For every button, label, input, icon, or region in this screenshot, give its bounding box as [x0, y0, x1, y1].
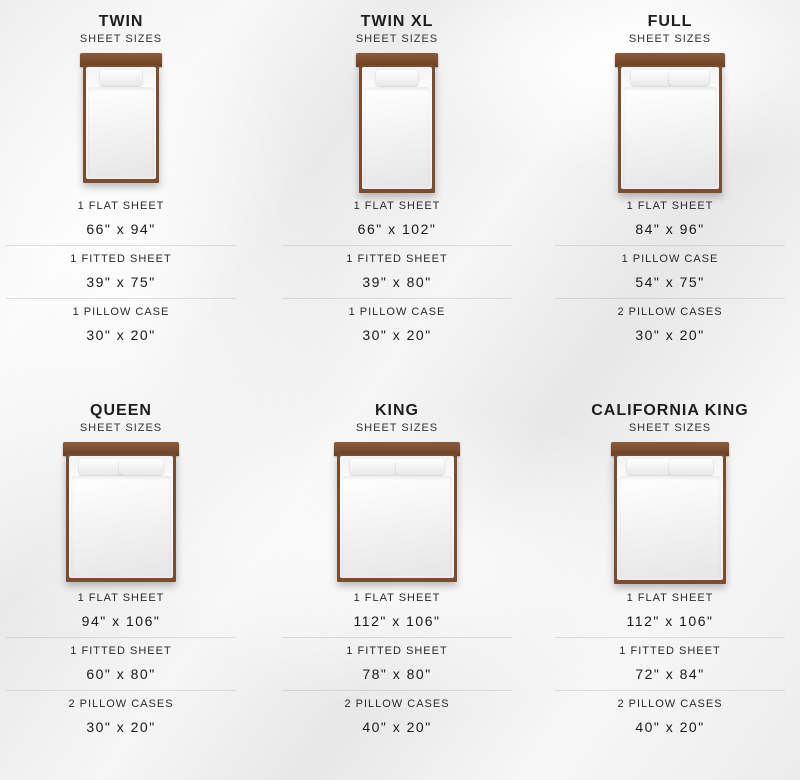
spec-list	[282, 585, 512, 743]
spec-item	[6, 585, 236, 637]
spec-item	[555, 245, 785, 298]
size-card-twin	[6, 12, 236, 351]
spec-item	[6, 690, 236, 743]
spec-size: 30" x 20"	[362, 327, 432, 343]
spec-list	[6, 193, 236, 351]
spec-item	[282, 245, 512, 298]
spec-item	[555, 637, 785, 690]
spec-list	[555, 585, 785, 743]
spec-item	[6, 637, 236, 690]
spec-label: 2 PILLOW CASES	[617, 306, 723, 318]
spec-label: 1 PILLOW CASE	[348, 306, 446, 318]
spec-item	[282, 690, 512, 743]
size-subtitle: SHEET SIZES	[79, 33, 163, 45]
spec-item	[555, 193, 785, 245]
spec-size: 72" x 84"	[635, 666, 705, 682]
spec-label: 1 FLAT SHEET	[77, 592, 165, 604]
size-card-twin-xl	[282, 12, 512, 351]
size-subtitle: SHEET SIZES	[355, 33, 439, 45]
spec-label: 2 PILLOW CASES	[617, 698, 723, 710]
spec-label: 2 PILLOW CASES	[344, 698, 450, 710]
spec-list	[282, 193, 512, 351]
size-subtitle: SHEET SIZES	[355, 422, 439, 434]
spec-size: 54" x 75"	[635, 274, 705, 290]
size-title: QUEEN	[90, 402, 152, 419]
spec-size: 78" x 80"	[362, 666, 432, 682]
size-title: KING	[375, 402, 419, 419]
spec-label: 1 FLAT SHEET	[353, 592, 441, 604]
bed-illustration	[356, 53, 438, 193]
bed-illustration	[334, 442, 460, 582]
spec-list	[6, 585, 236, 743]
pillow	[669, 70, 709, 86]
bed-illustration	[63, 442, 179, 582]
spec-label: 1 FLAT SHEET	[626, 592, 714, 604]
spec-size: 39" x 80"	[362, 274, 432, 290]
size-title: CALIFORNIA KING	[591, 402, 749, 419]
size-title: TWIN XL	[360, 13, 434, 30]
size-card-queen	[6, 401, 236, 743]
spec-list	[555, 193, 785, 351]
spec-item	[282, 298, 512, 351]
bed-illustration	[611, 442, 729, 584]
size-title: TWIN	[98, 13, 144, 30]
spec-item	[555, 690, 785, 743]
pillow	[631, 70, 671, 86]
spec-size: 40" x 20"	[635, 719, 705, 735]
spec-item	[6, 245, 236, 298]
size-title: FULL	[647, 13, 693, 30]
spec-item	[555, 585, 785, 637]
pillow	[376, 70, 418, 86]
spec-label: 1 FITTED SHEET	[346, 645, 448, 657]
spec-item	[555, 298, 785, 351]
spec-label: 1 FITTED SHEET	[70, 253, 172, 265]
spec-size: 30" x 20"	[635, 327, 705, 343]
spec-size: 112" x 106"	[353, 613, 441, 629]
spec-size: 112" x 106"	[626, 613, 714, 629]
spec-label: 1 FITTED SHEET	[619, 645, 721, 657]
pillow	[79, 459, 123, 475]
size-subtitle: SHEET SIZES	[628, 33, 712, 45]
spec-size: 30" x 20"	[86, 719, 156, 735]
spec-size: 30" x 20"	[86, 327, 156, 343]
size-card-california-king	[555, 401, 785, 743]
spec-item	[6, 298, 236, 351]
spec-label: 1 FLAT SHEET	[353, 200, 441, 212]
spec-item	[6, 193, 236, 245]
spec-label: 1 PILLOW CASE	[72, 306, 170, 318]
spec-label: 1 FLAT SHEET	[77, 200, 165, 212]
spec-label: 1 PILLOW CASE	[621, 253, 719, 265]
spec-size: 84" x 96"	[635, 221, 705, 237]
pillow	[100, 70, 142, 86]
spec-label: 2 PILLOW CASES	[68, 698, 174, 710]
spec-label: 1 FITTED SHEET	[70, 645, 172, 657]
spec-size: 60" x 80"	[86, 666, 156, 682]
pillow	[627, 459, 671, 475]
size-subtitle: SHEET SIZES	[628, 422, 712, 434]
bed-illustration	[615, 53, 725, 193]
bed-illustration	[80, 53, 162, 183]
pillow	[396, 459, 444, 475]
pillow	[669, 459, 713, 475]
pillow	[119, 459, 163, 475]
pillow	[350, 459, 398, 475]
spec-size: 66" x 102"	[357, 221, 437, 237]
size-card-full	[555, 12, 785, 351]
size-subtitle: SHEET SIZES	[79, 422, 163, 434]
spec-size: 39" x 75"	[86, 274, 156, 290]
spec-item	[282, 193, 512, 245]
spec-size: 94" x 106"	[81, 613, 161, 629]
size-card-king	[282, 401, 512, 743]
spec-size: 40" x 20"	[362, 719, 432, 735]
spec-label: 1 FITTED SHEET	[346, 253, 448, 265]
spec-size: 66" x 94"	[86, 221, 156, 237]
spec-item	[282, 585, 512, 637]
spec-label: 1 FLAT SHEET	[626, 200, 714, 212]
spec-item	[282, 637, 512, 690]
